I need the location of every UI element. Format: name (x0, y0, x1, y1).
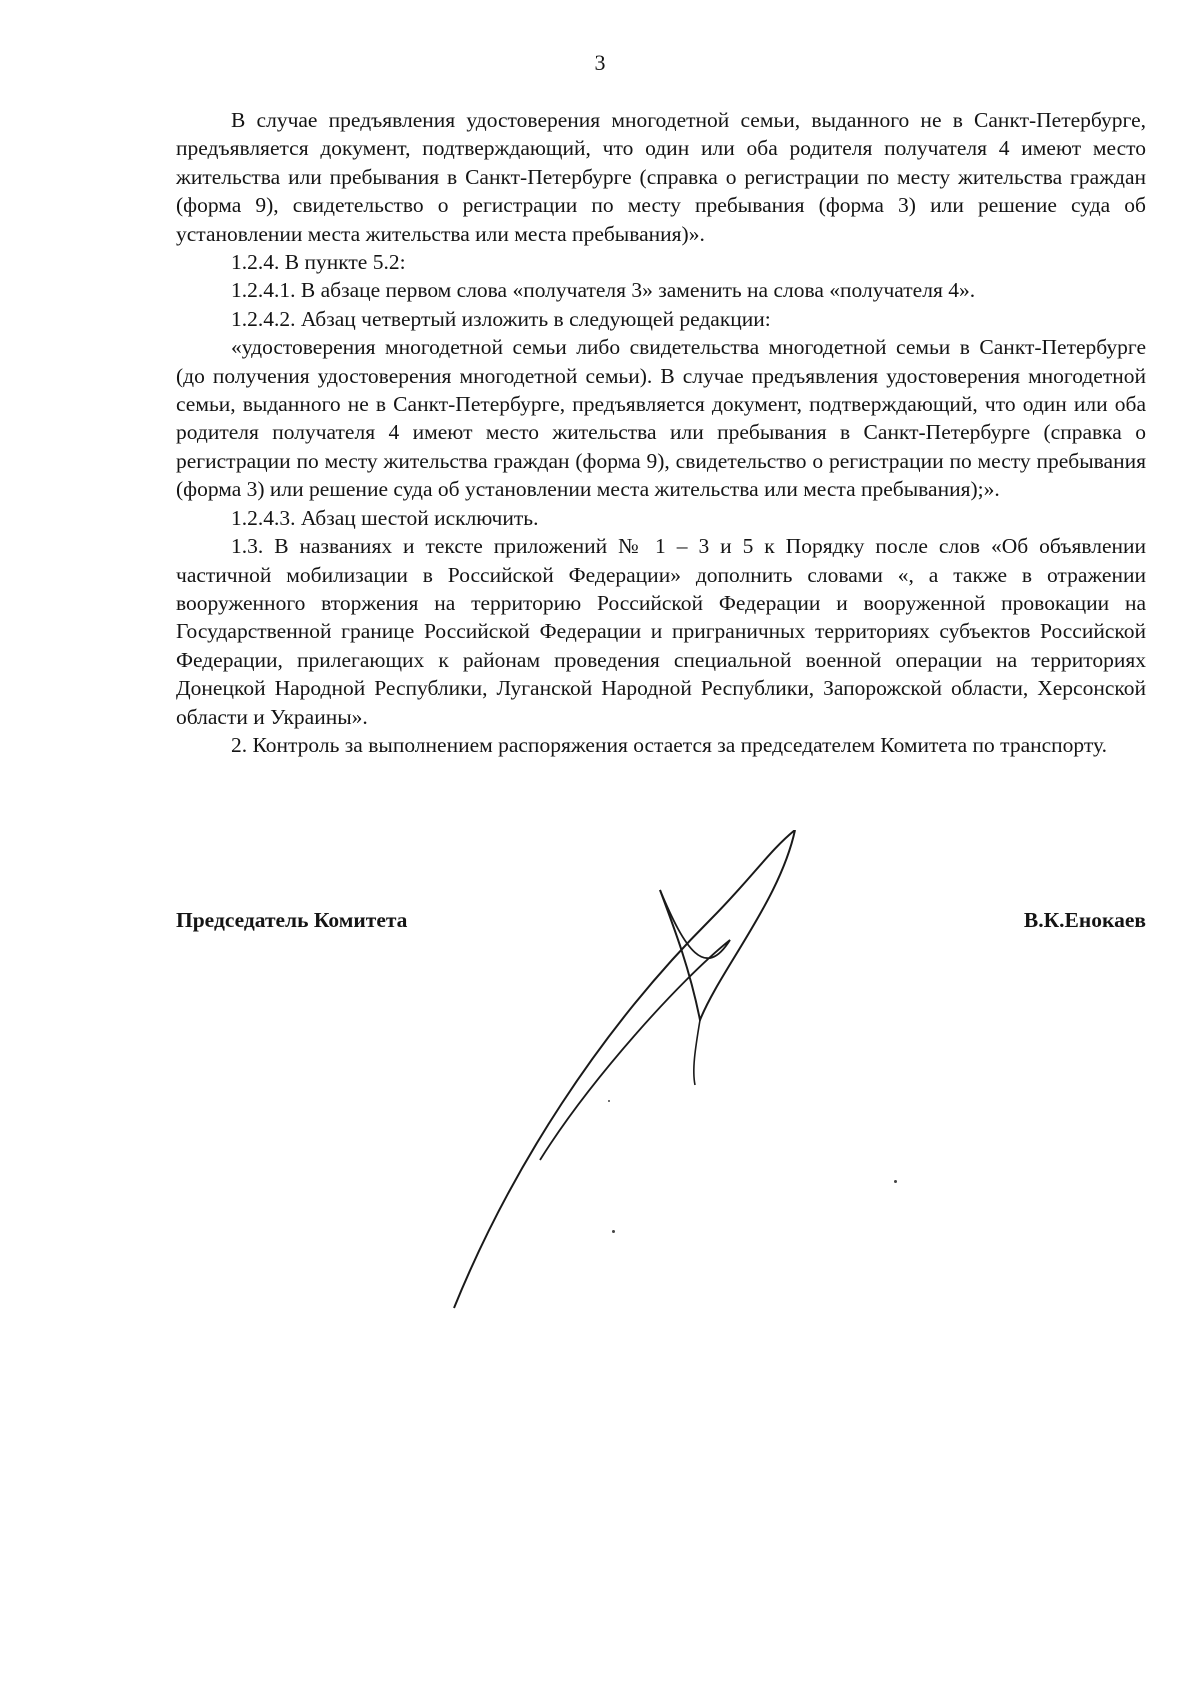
scan-speck (612, 1230, 615, 1233)
paragraph-2-control: 2. Контроль за выполнением распоряжения остается за председателем Комитета по транспорту. (231, 732, 1107, 757)
paragraph-1-2-4-3: 1.2.4.3. Абзац шестой исключить. (231, 505, 539, 530)
paragraph-1-2-4-2: 1.2.4.2. Абзац четвертый изложить в следующей редакции: (231, 306, 771, 331)
signature-stroke (454, 830, 795, 1308)
scan-speck (608, 1100, 610, 1102)
signature-stroke-loop (660, 830, 795, 1020)
paragraph-1-2-4-1: 1.2.4.1. В абзаце первом слова «получателя 3» заменить на слова «получателя 4». (231, 278, 976, 303)
paragraph-1-3: 1.3. В названиях и тексте приложений № 1 – 3 и 5 к Порядку после слов «Об объявлении частичной мобилизации в Российской Федерации» дополнить словами «, а также в отражении вооруженного вторжения на территорию Российской Федерации и вооруженной провокации на Государственной границе Российской Федерации и приграничных территориях субъектов Российской Федерации, прилегающих к районам проведения специальной военной операции на территориях Донецкой Народной Республики, Луганской Народной Республики, Запорожской области, Херсонской области и Украины». (176, 534, 1146, 729)
signature-stroke-flourish (694, 1020, 700, 1085)
paragraph-residence-proof: В случае предъявления удостоверения многодетной семьи, выданного не в Санкт-Петербурге, предъявляется документ, подтверждающий, что один или оба родителя получателя 4 имеют место жительства или пребывания в Санкт-Петербурге (справка о регистрации по месту жительства граждан (форма 9), свидетельство о регистрации по месту пребывания (форма 3) или решение суда об установлении места жительства или места пребывания)». (176, 108, 1146, 246)
signature-stroke-tail (540, 890, 730, 1160)
page-number: 3 (594, 50, 606, 75)
signatory-name: В.К.Енокаев (1023, 908, 1146, 932)
paragraph-1-2-4: 1.2.4. В пункте 5.2: (231, 250, 406, 275)
document-body (176, 106, 1146, 759)
scan-speck (894, 1180, 897, 1183)
handwritten-signature (450, 830, 820, 1310)
paragraph-quoted-text: «удостоверения многодетной семьи либо свидетельства многодетной семьи в Санкт-Петербурге (до получения удостоверения многодетной семьи). В случае предъявления удостоверения многодетной семьи, выданного не в Санкт-Петербурге, предъявляется документ, подтверждающий, что один или оба родителя получателя 4 имеют место жительства или пребывания в Санкт-Петербурге (справка о регистрации по месту жительства граждан (форма 9), свидетельство о регистрации по месту пребывания (форма 3) или решение суда об установлении места жительства или места пребывания);». (176, 335, 1146, 502)
signatory-position: Председатель Комитета (176, 908, 408, 932)
